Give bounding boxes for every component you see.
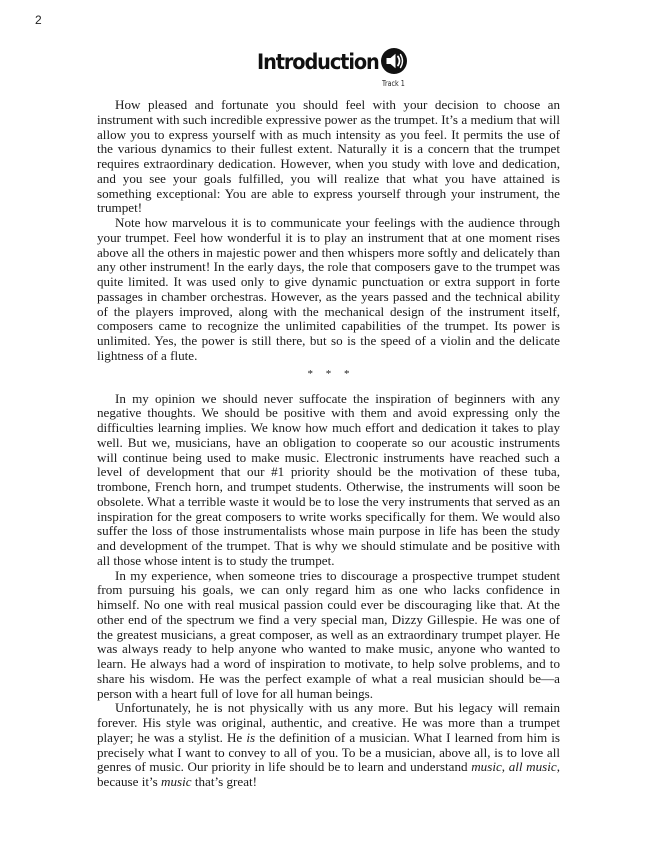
section-separator: * * * — [307, 367, 355, 380]
emphasis: music — [471, 759, 502, 775]
page-number: 2 — [35, 13, 42, 27]
page-title: Introduction — [257, 50, 379, 74]
emphasis: is — [246, 729, 256, 745]
text-run: , because it’s — [97, 759, 560, 789]
speaker-icon — [380, 47, 408, 75]
paragraph: In my experience, when someone tries to discourage a prospective trumpet student from pursuing his goals, we can only regard him as one who lacks confidence in himself. No one with real musical passion could ever be discouraging like that. At the other end of the spectrum we find a very special man, Dizzy Gillespie. He was one of the greatest musicians, a great composer, as well as an extraordinary trumpet player. He was always ready to help anyone who wanted to make music, anyone who wanted to learn. He always had a word of inspiration to motivate, to help solve problems, and to share his wisdom. He was the perfect example of what a real musician should be—a person with a heart full of love for all human beings. — [97, 567, 560, 701]
text-run: the definition of a musician. What I learned from him is precisely what I want to convey to all of you. To be a musician, above all, is to love all genres of music. Our priority in life should be to learn and understand — [97, 729, 560, 775]
paragraph-final — [97, 701, 560, 790]
emphasis: all music — [508, 759, 557, 775]
text-run: that’s great! — [191, 774, 258, 789]
paragraph: In my opinion we should never suffocate the inspiration of beginners with any negative thoughts. We should be positive with them and avoid expressing only the difficulties learning implies. We know how much effort and dedication it takes to play well. But we, musicians, have an obligation to cooperate so our acoustic instruments will continue being used to make music. Electronic instruments have reached such a level of development that our #1 priority should be the motivation of these tuba, trombone, French horn, and trumpet students. Otherwise, the instruments will soon be obsolete. What a terrible waste it would be to lose the very instruments that served as an inspiration for the great composers to write works specifically for them. We would also suffer the loss of those instrumentalists whose main purpose in life has been the study and development of the trumpet. That is why we should stimulate and be positive with all those whose intent is to study the trumpet. — [97, 390, 560, 568]
chapter-header — [0, 46, 648, 96]
body-text — [97, 98, 560, 790]
emphasis: music — [161, 774, 192, 789]
track-label: Track 1 — [382, 79, 405, 88]
paragraph: Note how marvelous it is to communicate your feelings with the audience through your trumpet. Feel how wonderful it is to play an instrument that at one moment rises above all the others in majestic power and then whispers more softly and delicately than any other instrument! In the early days, the role that composers gave to the trumpet was quite limited. It was used only to give dynamic punctuation or extra support in forte passages in chamber orchestras. However, as the years passed and the technical ability of the players improved, along with the mechanical design of the instrument itself, composers came to recognize the unlimited capabilities of the trumpet. Its power is unlimited. Yes, the power is still there, but so is the speed of a violin and the delicate lightness of a flute. — [97, 215, 560, 363]
paragraph: How pleased and fortunate you should feel with your decision to choose an instrument with such incredible expressive power as the trumpet. It’s a medium that will allow you to express yourself with as much intensity as you feel. It permits the use of the various dynamics to their fullest extent. Naturally it is a concern that the trumpet requires extraordinary dedication. However, when you study with love and dedication, and you see your goals fulfilled, you will realize that what you have attained is something exceptional: You are able to express yourself through your instrument, the trumpet! — [97, 97, 560, 216]
text-run: Unfortunately, he is not physically with us any more. But his legacy will remain forever. His style was original, authentic, and creative. He was more than a trumpet player; he was a stylist. He — [97, 700, 560, 745]
text-run: , — [501, 759, 509, 775]
